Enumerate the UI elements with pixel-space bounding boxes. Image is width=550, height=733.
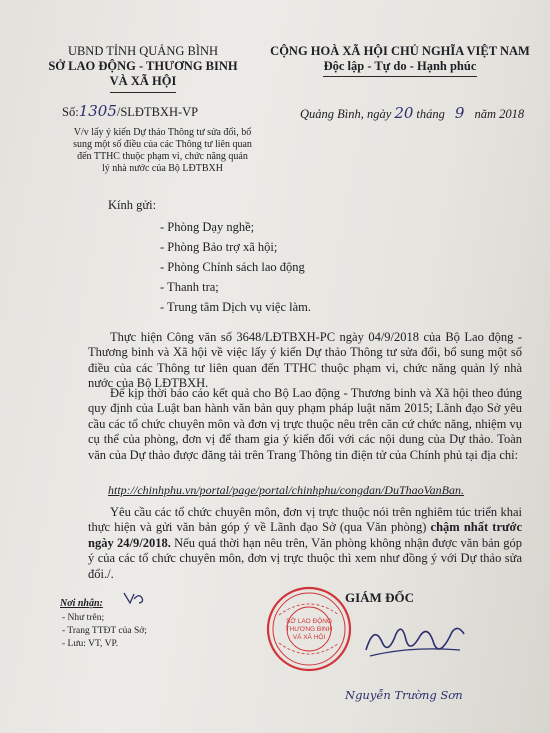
document-number-handwritten: 1305 — [78, 102, 117, 120]
recipient-item: - Phòng Dạy nghề; — [160, 220, 255, 234]
document-number: Số:1305/SLĐTBXH-VP — [62, 102, 199, 120]
agency-name-line1: SỞ LAO ĐỘNG - THƯƠNG BINH — [48, 59, 238, 73]
handwritten-initial-mark — [122, 590, 146, 606]
recipient-item: - Thanh tra; — [160, 280, 219, 294]
nation-header — [255, 44, 545, 74]
svg-text:VÀ XÃ HỘI: VÀ XÃ HỘI — [292, 634, 326, 641]
recipient-item: - Phòng Bảo trợ xã hội; — [160, 240, 278, 254]
svg-text:THƯƠNG BINH: THƯƠNG BINH — [285, 626, 333, 633]
nation-motto: Độc lập - Tự do - Hạnh phúc — [323, 59, 477, 73]
motto-underline — [323, 76, 477, 77]
agency-name-line2: VÀ XÃ HỘI — [109, 74, 177, 88]
body-paragraph-2: Để kịp thời báo cáo kết quả cho Bộ Lao động - Thương binh và Xã hội theo đúng quy định của Luật ban hành văn bản quy phạm pháp luật năm 2015; Lãnh đạo Sở yêu cầu các tổ chức chuyên môn và đơn vị trực thuộc nêu trên căn cứ chức năng, nhiệm vụ cụ thể của phòng, đơn vị để tham gia ý kiến đối với các nội dung của Dự thảo. Toàn văn của Dự thảo được đăng tải trên Trang Thông tin điện tử của Chính phủ tại địa chỉ: — [88, 386, 522, 462]
agency-underline — [110, 92, 176, 93]
body-paragraph-1: Thực hiện Công văn số 3648/LĐTBXH-PC ngày 04/9/2018 của Bộ Lao động - Thương binh và Xã hội về việc lấy ý kiến Dự thảo Thông tư sửa đổi, bổ sung một số điều của các Thông tư liên quan đến TTHC thuộc phạm vi, chức năng quản lý nhà nước của Bộ LĐTBXH. — [88, 330, 522, 391]
greeting: Kính gửi: — [108, 198, 157, 212]
handwritten-signature — [360, 616, 470, 666]
date-month: 9 — [454, 104, 465, 122]
footer-recipient-item: - Trang TTĐT của Sở; — [62, 626, 147, 636]
subject-block: V/v lấy ý kiến Dự thảo Thông tư sửa đổi, bổ sung một số điều của các Thông tư liên quan đến TTHC thuộc phạm vi, chức năng quản lý nhà nước của Bộ LĐTBXH — [73, 127, 252, 174]
official-seal-stamp — [265, 585, 353, 673]
footer-recipient-item: - Lưu: VT, VP. — [62, 639, 119, 649]
signer-name: Nguyễn Trường Sơn — [345, 688, 463, 702]
svg-text:SỞ LAO ĐỘNG: SỞ LAO ĐỘNG — [285, 618, 333, 625]
draft-url-link[interactable]: http://chinhphu.vn/portal/page/portal/chinhphu/congdan/DuThaoVanBan. — [108, 483, 464, 497]
recipient-item: - Trung tâm Dịch vụ việc làm. — [160, 300, 312, 314]
deadline-text: chậm nhất trước ngày 24/9/2018. — [88, 520, 522, 550]
agency-parent: UBND TỈNH QUẢNG BÌNH — [67, 44, 219, 58]
nation-title: CỘNG HOÀ XÃ HỘI CHỦ NGHĨA VIỆT NAM — [270, 44, 530, 58]
date-line: Quảng Bình, ngày 20 tháng 9 năm 2018 — [300, 104, 525, 122]
body-paragraph-3: Yêu cầu các tổ chức chuyên môn, đơn vị trực thuộc nói trên nghiêm túc triển khai thực hiện và gửi văn bản góp ý về Lãnh đạo Sở (qua Văn phòng) chậm nhất trước ngày 24/9/2018. Nếu quá thời hạn nêu trên, Văn phòng không nhận được văn bản góp ý của các tổ chức chuyên môn, đơn vị trực thuộc thì xem như đồng ý với Dự thảo sửa đổi./. — [88, 505, 522, 581]
footer-recipient-item: - Như trên; — [62, 613, 105, 623]
recipients-footer-title: Nơi nhận: — [60, 598, 103, 609]
signer-title: GIÁM ĐỐC — [345, 590, 414, 605]
agency-header — [28, 44, 258, 89]
date-day: 20 — [394, 104, 414, 122]
recipient-item: - Phòng Chính sách lao động — [160, 260, 305, 274]
